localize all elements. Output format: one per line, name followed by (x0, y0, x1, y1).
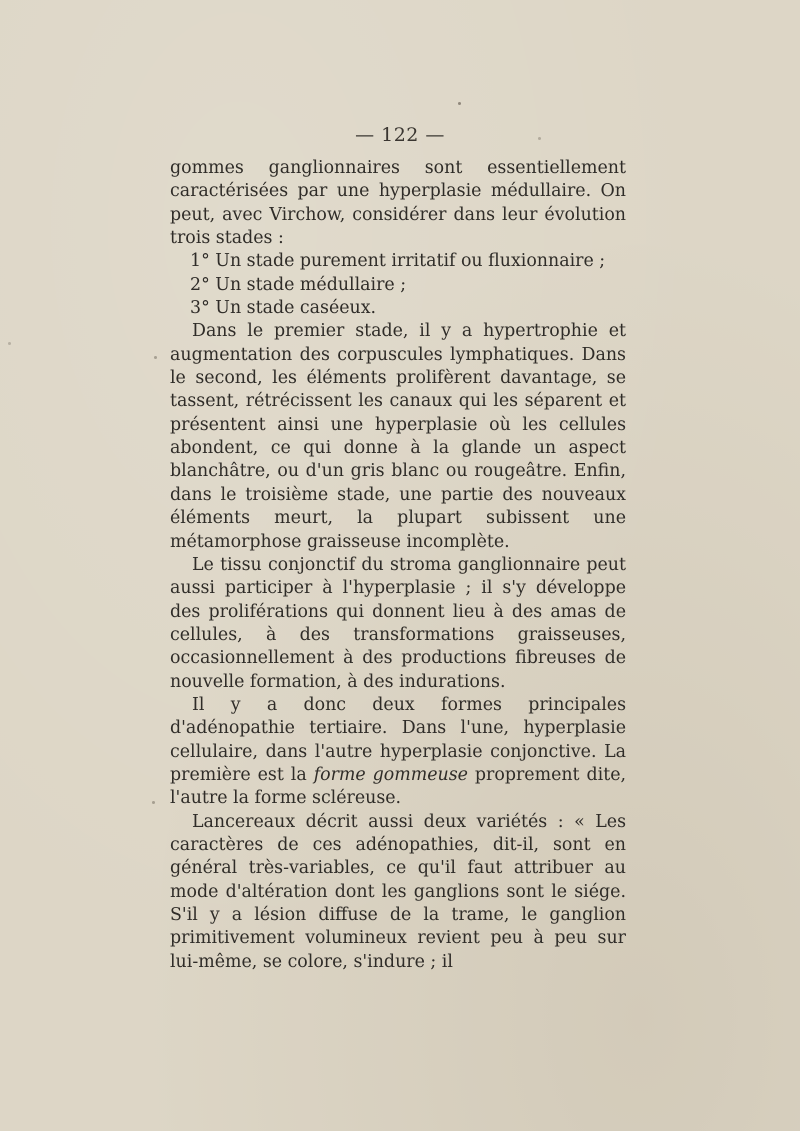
italic-forme-gommeuse: forme gommeuse (313, 764, 468, 785)
paragraph-lancereaux: Lancereaux décrit aussi deux variétés : « Les caractères de ces adénopathies, dit-il, sont en général très-variables, ce qu'il faut attribuer au mode d'altération dont les ganglions sont le siége. S'il y a lésion diffuse de la trame, le ganglion primitivement volumineux revient peu à peu sur lui-même, se colore, s'indure ; il (170, 811, 626, 972)
paper-speck (152, 801, 155, 804)
paragraph-stroma: Le tissu conjonctif du stroma ganglionnaire peut aussi participer à l'hyperplasie ; il s'y développe des proliférations qui donnent lieu à des amas de cellules, à des transformations graisseuses, occasionnellement à des productions fibreuses de nouvelle formation, à des indurations. (170, 554, 626, 692)
paragraph-stages: Dans le premier stade, il y a hypertrophie et augmentation des corpuscules lymphatiques. Dans le second, les éléments prolifèrent davantage, se tassent, rétrécissent les canaux qui les séparent et présentent ainsi une hyperplasie où les cellules abondent, ce qui donne à la glande un aspect blanchâtre, ou d'un gris blanc ou rougeâtre. Enfin, dans le troisième stade, une partie des nouveaux éléments meurt, la plupart subissent une métamorphose graisseuse incomplète. (170, 321, 626, 552)
paragraph-forms-before: Il y a donc deux formes principales d'adénopathie tertiaire. Dans l'une, hyperplasie cellulaire, dans l'autre hyperplasie conjonctive. La première est la (170, 694, 626, 785)
paper-speck (8, 342, 11, 345)
paper-speck (458, 102, 461, 105)
paragraph-forms (170, 694, 626, 811)
page-number: — 122 — (355, 124, 445, 146)
paper-speck (538, 137, 541, 140)
body-text (170, 157, 626, 974)
paper-speck (154, 356, 157, 359)
list-item-stage-2: 2° Un stade médullaire ; (190, 274, 407, 295)
list-item-stage-3: 3° Un stade caséeux. (190, 298, 377, 319)
list-item-stage-1: 1° Un stade purement irritatif ou fluxionnaire ; (190, 251, 606, 272)
paragraph-continuation: gommes ganglionnaires sont essentiellement caractérisées par une hyperplasie médullaire. On peut, avec Virchow, considérer dans leur évolution trois stades : (170, 158, 626, 249)
paragraph-forms-after: proprement dite, l'autre la forme scléreuse. (170, 764, 627, 809)
